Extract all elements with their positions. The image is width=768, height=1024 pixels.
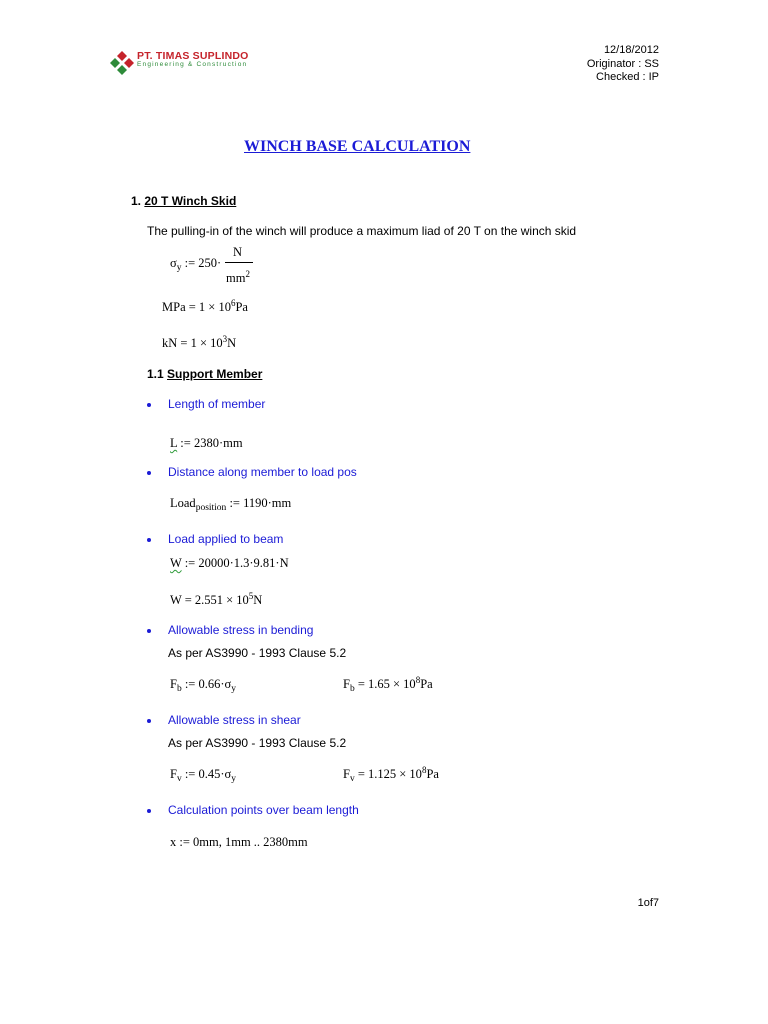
kn-definition: kN = $1 \times 10^3N$	[162, 334, 237, 350]
bullet-icon	[147, 538, 151, 542]
w-result: $W = 2.551 \times 10^5N$	[170, 591, 263, 607]
company-name: PT. TIMAS SUPLINDO	[137, 50, 249, 62]
fraction-numerator: N	[233, 245, 243, 259]
section-heading	[131, 194, 236, 208]
load-position-equation: Load$_{position}$ := 1190·mm	[170, 496, 292, 513]
originator: Originator : SS	[586, 57, 659, 70]
fv-result: $F_v = 1.125 \times 10^8Pa$	[343, 765, 439, 784]
fraction-denominator: $mm^2$	[226, 269, 250, 285]
bending-label: Allowable stress in bending	[168, 623, 314, 637]
w-definition: W := 20000·1.3·9.81·N	[170, 556, 289, 570]
shear-label: Allowable stress in shear	[168, 713, 301, 727]
fb-result: $F_b = 1.65 \times 10^8Pa$	[343, 675, 433, 694]
distance-label: Distance along member to load pos	[168, 465, 357, 479]
fb-definition: $F_b$ := $0.66\cdot\sigma_y$	[170, 677, 237, 694]
subsection-heading	[147, 367, 262, 381]
applied-load-label: Load applied to beam	[168, 532, 284, 546]
fv-definition: $F_v$ := $0.45\cdot\sigma_y$	[170, 767, 237, 784]
page-title: WINCH BASE CALCULATION	[244, 138, 471, 155]
bullet-icon	[147, 471, 151, 475]
section-intro: The pulling-in of the winch will produce a maximum liad of 20 T on the winch skid	[147, 224, 577, 238]
length-label: Length of member	[168, 397, 266, 411]
shear-reference: As per AS3990 - 1993 Clause 5.2	[168, 736, 347, 750]
calc-points-label: Calculation points over beam length	[168, 803, 359, 817]
bullet-icon	[147, 719, 151, 723]
section-number: 1.	[131, 194, 142, 208]
subsection-number: 1.1	[147, 367, 164, 381]
bullet-icon	[147, 403, 151, 407]
bullet-icon	[147, 809, 151, 813]
sigma-y-definition: $\sigma_y$ := 250·	[170, 256, 222, 273]
x-range-definition: x := 0mm, 1mm .. 2380mm	[170, 835, 308, 849]
company-logo-icon	[109, 50, 135, 76]
company-tagline: Engineering & Construction	[137, 61, 248, 68]
subsection-title: Support Member	[167, 367, 263, 381]
page-number: 1of7	[637, 897, 659, 909]
mpa-definition: MPa = $1 \times 10^6Pa$	[162, 298, 248, 314]
checked-by: Checked : IP	[596, 71, 659, 83]
document-meta	[587, 44, 659, 85]
document-date: 12/18/2012	[603, 44, 659, 56]
bending-reference: As per AS3990 - 1993 Clause 5.2	[168, 646, 347, 660]
fraction-bar	[225, 262, 253, 263]
bullet-icon	[147, 629, 151, 633]
section-title: 20 T Winch Skid	[144, 194, 237, 208]
length-equation: L := 2380·mm	[170, 436, 243, 450]
